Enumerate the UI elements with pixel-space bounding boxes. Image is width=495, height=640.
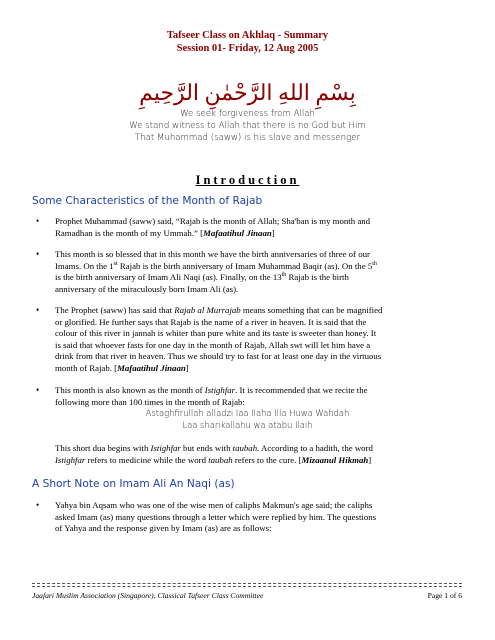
header-session: Session 01- Friday, 12 Aug 2005 bbox=[176, 43, 319, 54]
opening-line-1: We seek forgiveness from Allah bbox=[180, 109, 315, 119]
footer-divider bbox=[32, 586, 462, 587]
reference: Mizaanul Hikmah bbox=[301, 454, 369, 465]
footer-page-number: Page 1 of 6 bbox=[427, 591, 462, 600]
opening-line-3: That Muhammad (saww) is his slave and messenger bbox=[134, 133, 361, 143]
footer-organization: Jaafari Muslim Association (Singapore), Classical Tafseer Class Committee bbox=[32, 591, 264, 600]
paragraph-rajab-al-murrajab: The Prophet (saww) has said that Rajab al Murrajab means something that can be magnified or glorified. He further says that Rajab is the name of a river in heaven. It is said that the colour of this river in jannah is whiter than pure white and its taste is sweeter than honey. It is said that whoever fasts for one day in the month of Rajab, Allah swt will let him have a drink from that river in heaven. Thus we should try to fast for at least one day in the virtuous month of Rajab. [Mafaatihul Jinaan] bbox=[55, 305, 383, 373]
term: Istighfar bbox=[204, 385, 236, 395]
reference: Mafaatihul Jinaan bbox=[117, 362, 186, 373]
header-title: Tafseer Class on Akhlaq - Summary bbox=[166, 30, 329, 41]
bullet-marker: • bbox=[36, 385, 40, 395]
subhead-imam-naqi: A Short Note on Imam Ali An Naqi (as) bbox=[32, 478, 235, 490]
bullet-marker: • bbox=[36, 305, 40, 315]
paragraph-istighfar: This month is also known as the month of Istighfar. It is recommended that we recite the following more than 100 times in the month of Rajab: bbox=[55, 385, 368, 407]
term: Rajab al Murrajab bbox=[174, 305, 241, 315]
paragraph-yahya-bin-aqsam: Yahya bin Aqsam who was one of the wise men of caliphs Makmun's age said; the caliphs asked Imam (as) many questions through a letter which were replied by him. The questions of Yahya and the response given by Imam (as) are as follows: bbox=[55, 500, 377, 534]
subhead-rajab: Some Characteristics of the Month of Rajab bbox=[32, 195, 263, 207]
paragraph-dua-explanation: This short dua begins with Istighfar but ends with taubah. According to a hadith, the word Istighfar refers to medicine while the word taubah refers to the cure. [Mizaanul Hikmah] bbox=[55, 443, 373, 465]
footer-divider bbox=[32, 583, 462, 584]
bullet-marker: • bbox=[36, 500, 40, 510]
bismillah-calligraphy: بِسْمِ اللهِ الرَّحْمٰنِ الرَّحِيمِ bbox=[139, 80, 356, 105]
bullet-marker: • bbox=[36, 249, 40, 259]
dua-line-1: Astaghfirullah alladzi laa Ilaha Illa Huwa Wahdah bbox=[145, 408, 350, 418]
opening-line-2: We stand witness to Allah that there is no God but Him bbox=[129, 121, 366, 131]
dua-line-2: Laa sharikallahu wa atabu Ilaih bbox=[182, 420, 313, 430]
reference: Mafaatihul Jinaan bbox=[203, 227, 272, 238]
section-title: Introduction bbox=[195, 173, 300, 187]
paragraph-prophet-rajab: Prophet Muhammad (saww) said, “Rajab is the month of Allah; Sha'ban is my month and Ramadhan is the month of my Ummah.” [Mafaatihul Jinaan] bbox=[55, 216, 371, 238]
paragraph-birth-anniversaries: This month is so blessed that in this month we have the birth anniversaries of three of our Imams. On the 1st Rajab is the birth anniversary of Imam Muhammad Baqir (as). On the 5th is the birth anniversary of Imam Ali Naqi (as). Finally, on the 13th Rajab is the birth anniversary of the miraculously born Imam Ali (as). bbox=[55, 249, 377, 294]
bullet-marker: • bbox=[36, 216, 40, 226]
